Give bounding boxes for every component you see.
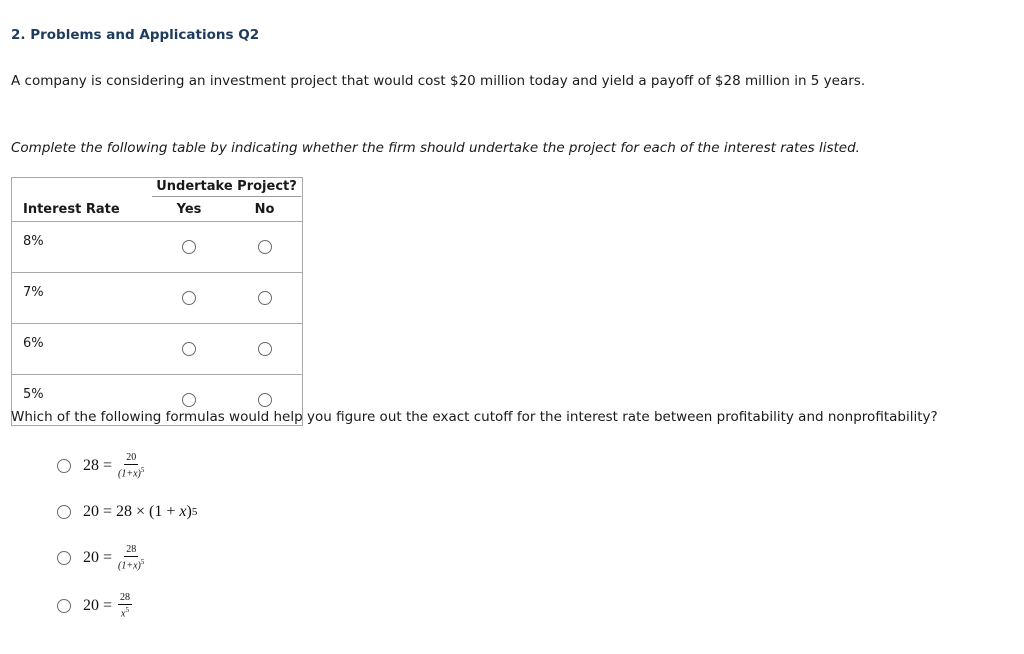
no-radio-6[interactable]	[258, 342, 272, 356]
formula-lhs: 28 =	[83, 456, 113, 474]
formula-radio-3[interactable]	[57, 551, 71, 565]
interest-rate-header: Interest Rate	[12, 198, 151, 222]
rate-label: 5%	[23, 387, 44, 402]
interest-rate-table	[11, 177, 303, 426]
table-row	[12, 324, 302, 375]
formula-radio-4[interactable]	[57, 599, 71, 613]
no-radio-8[interactable]	[258, 240, 272, 254]
formula-radio-2[interactable]	[57, 505, 71, 519]
fraction: $\frac{28}{(1+x)^5}$	[118, 544, 145, 572]
formula-lhs: 20 =	[83, 596, 113, 614]
fraction: $\frac{28}{x^5}$	[120, 592, 131, 620]
yes-radio-7[interactable]	[182, 291, 196, 305]
formula-option-1[interactable]	[57, 452, 144, 479]
yes-radio-8[interactable]	[182, 240, 196, 254]
table-row	[12, 222, 302, 273]
formula-option-4[interactable]	[57, 592, 132, 619]
fraction: $\frac{20}{(1+x)^5}$	[118, 452, 145, 480]
no-radio-7[interactable]	[258, 291, 272, 305]
table-row	[12, 273, 302, 324]
formula-lhs: 20 = 28 × (1 +	[83, 503, 180, 520]
yes-radio-5[interactable]	[182, 393, 196, 407]
rate-label: 8%	[12, 222, 151, 273]
rate-label: 6%	[12, 324, 151, 375]
formula-radio-1[interactable]	[57, 459, 71, 473]
rate-label: 7%	[12, 273, 151, 324]
formula-option-3[interactable]	[57, 544, 144, 571]
no-header: No	[227, 198, 302, 222]
formula-option-2[interactable]: 20 = 28 × (1 + x ) 5	[57, 503, 197, 521]
no-radio-5[interactable]	[258, 393, 272, 407]
formula-question: Which of the following formulas would help you figure out the exact cutoff for the interest rate between profitability and nonprofitability?	[11, 409, 938, 425]
formula-lhs: 20 =	[83, 548, 113, 566]
problem-statement: A company is considering an investment project that would cost $20 million today and yield a payoff of $28 million in 5 years.	[11, 73, 866, 89]
yes-header: Yes	[151, 198, 227, 222]
yes-radio-6[interactable]	[182, 342, 196, 356]
page-title: 2. Problems and Applications Q2	[11, 27, 260, 43]
table-instruction: Complete the following table by indicating whether the firm should undertake the project for each of the interest rates listed.	[11, 140, 860, 156]
undertake-project-header: Undertake Project?	[151, 178, 302, 198]
